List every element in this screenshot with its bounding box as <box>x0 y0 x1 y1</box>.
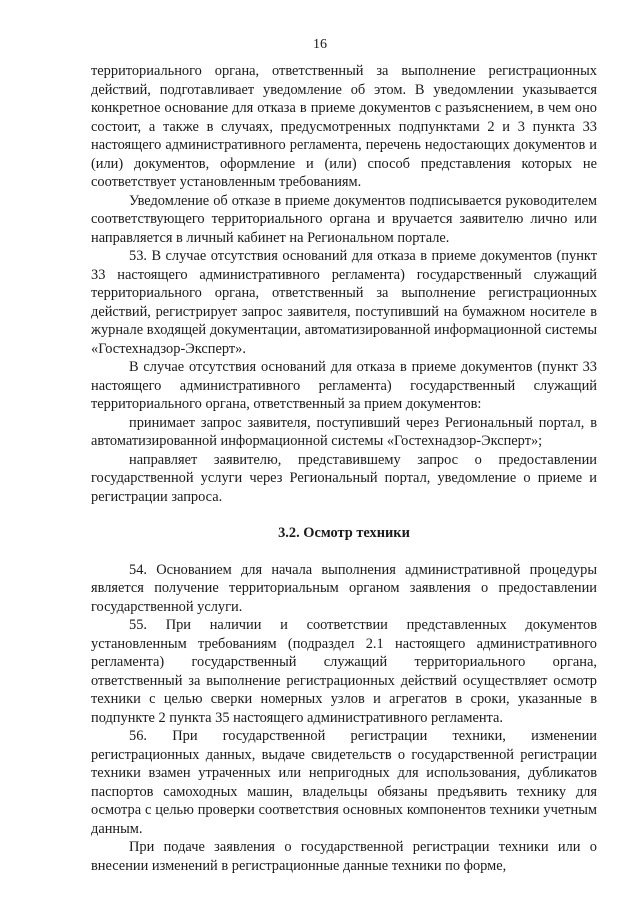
spacer <box>91 506 597 524</box>
paragraph: 54. Основанием для начала выполнения административной процедуры является получение территориальным органом заявления о предоставлении государственной услуги. <box>91 561 597 615</box>
paragraph: 53. В случае отсутствия оснований для отказа в приеме документов (пункт 33 настоящего административного регламента) государственный служащий территориального органа, ответственный за выполнение регистрационных действий, регистрирует запрос заявителя, поступивший на бумажном носителе в журнале входящей документации, автоматизированной информационной системы «Гостехнадзор-Эксперт». <box>91 248 597 357</box>
spacer <box>91 543 597 561</box>
paragraph: направляет заявителю, представившему запрос о предоставлении государственной услуги через Региональный портал, уведомление о приеме и регистрации запроса. <box>91 451 597 505</box>
paragraph: 55. При наличии и соответствии представленных документов установленным требованиям (подраздел 2.1 настоящего административного регламента) государственный служащий территориального органа, ответственный за выполнение регистрационных действий осуществляет осмотр техники с целью сверки номерных узлов и агрегатов в сроки, указанные в подпункте 2 пункта 35 настоящего административного регламента. <box>91 617 597 726</box>
paragraph: Уведомление об отказе в приеме документов подписывается руководителем соответствующего территориального органа и вручается заявителю лично или направляется в личный кабинет на Региональном портале. <box>91 192 597 246</box>
section-heading: 3.2. Осмотр техники <box>278 525 410 541</box>
paragraph: принимает запрос заявителя, поступивший через Региональный портал, в автоматизированной информационной системы «Гостехнадзор-Эксперт»; <box>91 414 597 449</box>
paragraph: При подаче заявления о государственной регистрации техники или о внесении изменений в регистрационные данные техники по форме, <box>91 839 597 874</box>
paragraph: 56. При государственной регистрации техники, изменении регистрационных данных, выдаче свидетельств о государственной регистрации техники взамен утраченных или непригодных для использования, дубликатов паспортов самоходных машин, владельцы обязаны предъявить технику для осмотра с целью проверки соответствия основных компонентов техники учетным данным. <box>91 728 597 837</box>
document-body <box>91 62 597 875</box>
page-number: 16 <box>313 37 327 52</box>
paragraph: территориального органа, ответственный за выполнение регистрационных действий, подготавливает уведомление об этом. В уведомлении указывается конкретное основание для отказа в приеме документов с разъяснением, в чем оно состоит, а также в случаях, предусмотренных подпунктами 2 и 3 пункта 33 настоящего административного регламента, перечень недостающих документов и (или) документов, оформление и (или) способ представления которых не соответствует установленным требованиям. <box>91 63 597 190</box>
paragraph: В случае отсутствия оснований для отказа в приеме документов (пункт 33 настоящего административного регламента) государственный служащий территориального органа, ответственный за прием документов: <box>91 359 597 412</box>
